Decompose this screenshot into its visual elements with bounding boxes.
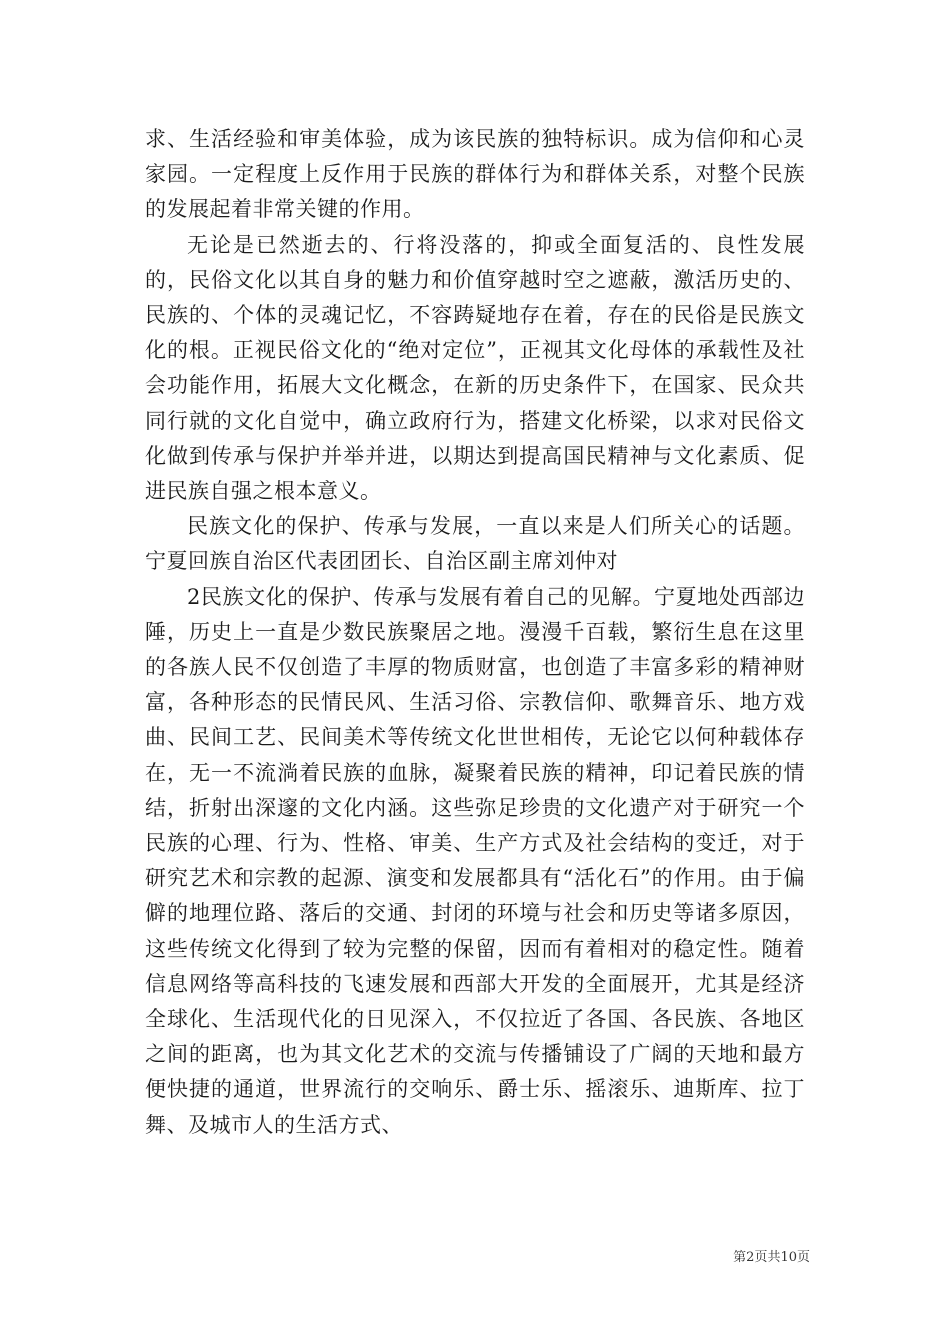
document-body [145,122,805,1143]
paragraph-4: 2民族文化的保护、传承与发展有着自己的见解。宁夏地处西部边陲，历史上一直是少数民族聚居之地。漫漫千百载，繁衍生息在这里的各族人民不仅创造了丰厚的物质财富，也创造了丰富多彩的精神财富，各种形态的民情民风、生活习俗、宗教信仰、歌舞音乐、地方戏曲、民间工艺、民间美术等传统文化世世相传，无论它以何种载体存在，无一不流淌着民族的血脉，凝聚着民族的精神，印记着民族的情结，折射出深邃的文化内涵。这些弥足珍贵的文化遗产对于研究一个民族的心理、行为、性格、审美、生产方式及社会结构的变迁，对于研究艺术和宗教的起源、演变和发展都具有“活化石”的作用。由于偏僻的地理位路、落后的交通、封闭的环境与社会和历史等诸多原因，这些传统文化得到了较为完整的保留，因而有着相对的稳定性。随着信息网络等高科技的飞速发展和西部大开发的全面展开，尤其是经济全球化、生活现代化的日见深入，不仅拉近了各国、各民族、各地区之间的距离，也为其文化艺术的交流与传播铺设了广阔的天地和最方便快捷的通道，世界流行的交响乐、爵士乐、摇滚乐、迪斯库、拉丁舞、及城市人的生活方式、 [145,584,805,1137]
paragraph-2: 无论是已然逝去的、行将没落的，抑或全面复活的、良性发展的，民俗文化以其自身的魅力和价值穿越时空之遮蔽，激活历史的、民族的、个体的灵魂记忆，不容踌疑地存在着，存在的民俗是民族文化的根。正视民俗文化的“绝对定位”，正视其文化母体的承载性及社会功能作用，拓展大文化概念，在新的历史条件下，在国家、民众共同行就的文化自觉中，确立政府行为，搭建文化桥梁，以求对民俗文化做到传承与保护并举并进，以期达到提高国民精神与文化素质、促进民族自强之根本意义。 [145,232,805,504]
paragraph-1: 求、生活经验和审美体验，成为该民族的独特标识。成为信仰和心灵家园。一定程度上反作用于民族的群体行为和群体关系，对整个民族的发展起着非常关键的作用。 [145,127,805,222]
paragraph-3: 民族文化的保护、传承与发展，一直以来是人们所关心的话题。宁夏回族自治区代表团团长、自治区副主席刘仲对 [145,514,805,574]
page-number: 第2页共10页 [733,1250,810,1265]
